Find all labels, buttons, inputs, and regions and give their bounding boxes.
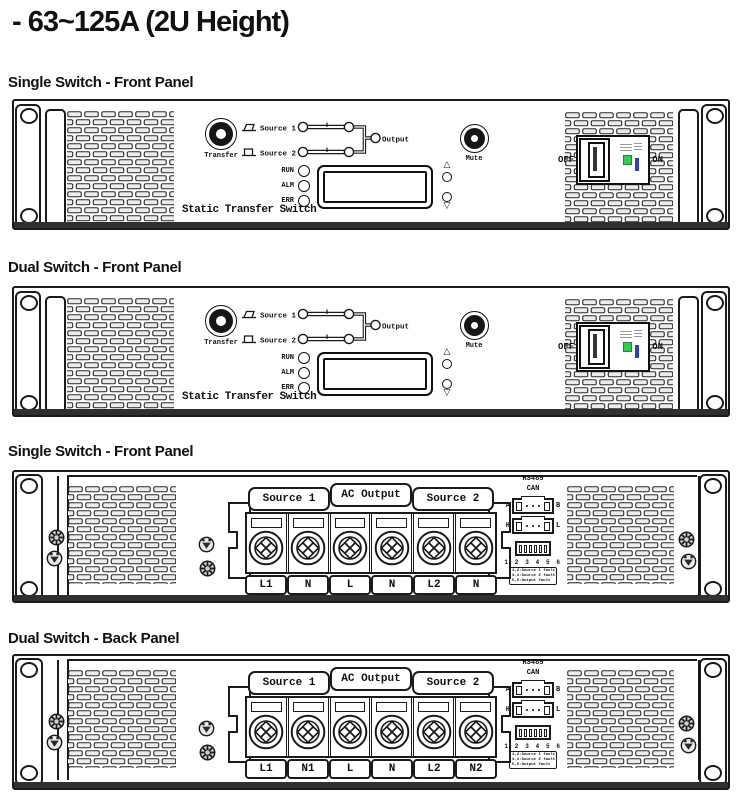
rs485-connector	[512, 498, 554, 514]
face-top-line	[67, 659, 697, 661]
down-arrow-icon: ▽	[443, 201, 451, 211]
terminal-l-label: L	[556, 522, 561, 530]
dip-legend-line: 5,6:Output fault	[512, 762, 551, 767]
source1-label: Source 1	[260, 312, 297, 321]
terminal-b-label: B	[556, 686, 561, 694]
dip-switch-pole	[534, 729, 538, 737]
breaker-blue-indicator	[635, 345, 639, 358]
panel-bottom-strip	[14, 409, 728, 415]
connector-pin	[526, 505, 529, 508]
bracket-notch	[228, 715, 238, 733]
mounting-hole	[20, 478, 38, 494]
dip-numbers: 1 2 3 4 5 6	[504, 559, 562, 566]
screw-star	[48, 713, 65, 730]
breaker-body	[576, 322, 650, 372]
dip-legend-line: 5,6:Output fault	[512, 578, 551, 583]
terminal-screw	[458, 714, 494, 750]
rack-ear-right	[699, 474, 727, 602]
alm-led	[298, 180, 310, 192]
handle-bar-right	[678, 109, 699, 226]
rack-ear-left	[15, 291, 41, 416]
terminal-l-label: L	[556, 706, 561, 714]
dip-switch-pole	[544, 729, 548, 737]
knob-ring	[205, 305, 237, 337]
terminal-clamp	[293, 518, 324, 528]
knob-ring	[460, 311, 489, 340]
on-label: ON	[652, 155, 664, 165]
terminal-screw	[458, 530, 494, 566]
down-arrow-icon: ▽	[443, 388, 451, 398]
terminal-clamp	[251, 518, 282, 528]
group-ac-output: AC Output	[330, 667, 412, 691]
dip-legend-line: 3,4:Source 2 fault	[512, 757, 556, 762]
terminal-a-label: A	[505, 686, 510, 694]
transfer-label: Transfer	[204, 339, 238, 347]
terminal-screw	[374, 530, 410, 566]
connector-end	[516, 686, 522, 695]
run-led-label: RUN	[281, 353, 294, 362]
transfer-button	[205, 305, 237, 347]
terminal-block	[245, 512, 497, 574]
terminal	[414, 698, 456, 756]
group-source1: Source 1	[248, 487, 330, 511]
can-connector	[512, 518, 554, 534]
terminal-label: L	[329, 575, 371, 595]
comm-block	[500, 474, 566, 585]
terminal	[331, 514, 373, 572]
breaker-lever	[593, 334, 597, 358]
terminal-clamp	[335, 518, 366, 528]
terminal-screw	[416, 714, 452, 750]
panel-bottom-strip	[14, 782, 728, 788]
connector-pin	[532, 525, 535, 528]
screw-security	[46, 734, 63, 751]
transfer-label: Transfer	[204, 152, 238, 160]
connector-pin	[538, 505, 541, 508]
terminal-screw	[248, 714, 284, 750]
circuit-breaker	[558, 136, 663, 184]
screw-security	[198, 720, 215, 737]
page-title: - 63~125A (2U Height)	[12, 6, 289, 38]
terminal-block	[245, 696, 497, 758]
terminal-screw	[374, 714, 410, 750]
screw-star	[48, 529, 65, 546]
terminal	[289, 698, 331, 756]
dip-legend-line: 1,2:Source 1 fault	[512, 753, 556, 757]
terminal-clamp	[376, 702, 407, 712]
on-label: ON	[652, 342, 664, 352]
can-connector	[512, 702, 554, 718]
source1-label: Source 1	[260, 125, 297, 134]
breaker-slot	[588, 329, 605, 365]
lcd-display	[317, 165, 433, 209]
breaker-body	[576, 135, 650, 185]
connector-end	[544, 706, 550, 715]
connector-pin	[526, 709, 529, 712]
comm-block	[500, 658, 566, 769]
dip-switch	[515, 725, 551, 740]
terminal-label: N	[455, 575, 497, 595]
connector-end	[516, 522, 522, 531]
dip-switch-pole	[519, 545, 523, 553]
breaker-housing	[579, 138, 610, 182]
terminal-clamp	[293, 702, 324, 712]
breaker-green-indicator	[623, 155, 632, 165]
run-led-label: RUN	[281, 166, 294, 175]
status-leds	[268, 350, 310, 395]
terminal-clamp	[460, 702, 491, 712]
mounting-hole	[20, 765, 38, 781]
group-source2: Source 2	[412, 671, 494, 695]
terminal	[331, 698, 373, 756]
nav-buttons	[438, 348, 456, 398]
dip-switch	[515, 541, 551, 556]
mute-label: Mute	[465, 155, 483, 163]
mounting-hole	[706, 295, 724, 311]
section-label-single-front: Single Switch - Front Panel	[8, 74, 194, 91]
screw-security	[680, 737, 697, 754]
connector-pin	[538, 689, 541, 692]
connector-end	[544, 522, 550, 531]
source-output-mimic-diagram	[239, 301, 414, 349]
section-label-single-back: Single Switch - Front Panel	[8, 443, 194, 460]
breaker-green-indicator	[623, 342, 632, 352]
dip-switch-pole	[529, 545, 533, 553]
can-label: CAN	[526, 669, 540, 677]
group-source1: Source 1	[248, 671, 330, 695]
group-ac-output: AC Output	[330, 483, 412, 507]
section-label-dual-back: Dual Switch - Back Panel	[8, 630, 180, 647]
section-label-dual-front: Dual Switch - Front Panel	[8, 259, 182, 276]
terminal-label: L	[329, 759, 371, 779]
panel-bottom-strip	[14, 595, 728, 601]
mounting-hole	[20, 108, 38, 124]
rs485-label: RS485	[522, 475, 544, 483]
connector-hl-row	[506, 518, 560, 534]
front-panel-single	[12, 99, 730, 230]
panel-bottom-strip	[14, 222, 728, 228]
rack-ear-right	[701, 291, 727, 416]
vent-grille-right	[567, 486, 674, 584]
source-output-mimic-diagram	[239, 114, 414, 162]
breaker-fine-print	[634, 143, 642, 152]
terminal-label: L1	[245, 575, 287, 595]
terminal-label: L2	[413, 575, 455, 595]
status-leds	[268, 163, 310, 208]
dip-legend	[509, 567, 557, 585]
connector-pin	[538, 709, 541, 712]
err-led-label: ERR	[281, 383, 294, 392]
dip-switch-pole	[524, 545, 528, 553]
dip-legend-line: 3,4:Source 2 fault	[512, 573, 556, 578]
terminal-a-label: A	[505, 502, 510, 510]
alm-led-label: ALM	[281, 368, 294, 377]
connector-pin	[532, 689, 535, 692]
screw-security	[198, 536, 215, 553]
terminal-label: N	[287, 575, 329, 595]
dip-switch-pole	[534, 545, 538, 553]
rack-ear-left	[15, 104, 41, 229]
connector-pin	[532, 709, 535, 712]
mute-label: Mute	[465, 342, 483, 350]
rack-ear-right	[701, 104, 727, 229]
terminal-label: L2	[413, 759, 455, 779]
mounting-hole	[704, 478, 722, 494]
terminal	[456, 698, 495, 756]
connector-pin	[526, 525, 529, 528]
terminal-screw	[248, 530, 284, 566]
terminal-clamp	[418, 702, 449, 712]
dip-switch-pole	[529, 729, 533, 737]
breaker-blue-indicator	[635, 158, 639, 171]
connector-end	[544, 686, 550, 695]
transfer-button	[205, 118, 237, 160]
handle-bar-left	[45, 109, 66, 226]
off-label: OFF	[558, 342, 575, 352]
rack-ear-right	[699, 658, 727, 786]
vent-grille-left	[67, 298, 174, 409]
off-label: OFF	[558, 155, 575, 165]
alm-led	[298, 367, 310, 379]
connector-pin	[526, 689, 529, 692]
handle-bar-right	[678, 296, 699, 413]
output-label: Output	[382, 136, 410, 145]
group-source2: Source 2	[412, 487, 494, 511]
dip-switch-pole	[524, 729, 528, 737]
rs485-connector	[512, 682, 554, 698]
rack-ear-left	[15, 658, 43, 786]
circuit-breaker	[558, 323, 663, 371]
output-label: Output	[382, 323, 410, 332]
mute-button	[458, 311, 490, 350]
back-panel-single	[12, 470, 730, 603]
run-led	[298, 165, 310, 177]
handle-bar-left	[45, 296, 66, 413]
can-label: CAN	[526, 485, 540, 493]
terminal-labels	[245, 575, 497, 595]
up-arrow-icon: △	[443, 347, 451, 357]
screw-security	[680, 553, 697, 570]
vent-grille-right	[567, 670, 674, 768]
dip-numbers: 1 2 3 4 5 6	[504, 743, 562, 750]
terminal-screw	[332, 714, 368, 750]
terminal	[289, 514, 331, 572]
terminal-clamp	[418, 518, 449, 528]
terminal	[247, 698, 289, 756]
mounting-hole	[20, 662, 38, 678]
mounting-hole	[704, 765, 722, 781]
connector-pin	[538, 525, 541, 528]
source2-label: Source 2	[260, 337, 297, 346]
breaker-fine-print	[620, 144, 632, 153]
up-arrow-icon: △	[443, 160, 451, 170]
terminal-screw	[332, 530, 368, 566]
mounting-hole	[20, 295, 38, 311]
connector-hl-row	[506, 702, 560, 718]
screw-security	[46, 550, 63, 567]
breaker-housing	[579, 325, 610, 369]
vent-grille-left	[68, 670, 176, 768]
lcd-screen	[323, 358, 427, 390]
front-panel-dual	[12, 286, 730, 417]
screw-star	[199, 560, 216, 577]
lcd-display	[317, 352, 433, 396]
terminal-label: L1	[245, 759, 287, 779]
mute-button	[458, 124, 490, 163]
screw-star	[678, 531, 695, 548]
connector-end	[516, 706, 522, 715]
terminal-h-label: H	[505, 522, 510, 530]
breaker-fine-print	[620, 331, 632, 340]
back-panel-dual	[12, 654, 730, 790]
terminal-screw	[290, 714, 326, 750]
connector-pin	[532, 505, 535, 508]
nav-dot	[442, 172, 452, 182]
terminal-screw	[290, 530, 326, 566]
connector-ab-row	[506, 498, 560, 514]
terminal-clamp	[460, 518, 491, 528]
terminal	[247, 514, 289, 572]
terminal-labels	[245, 759, 497, 779]
connector-end	[516, 502, 522, 511]
dip-legend-line: 1,2:Source 1 fault	[512, 569, 556, 573]
rack-ear-left	[15, 474, 43, 602]
breaker-lever	[593, 147, 597, 171]
dip-switch-pole	[539, 545, 543, 553]
device-name: Static Transfer Switch	[182, 391, 317, 403]
terminal-screw	[416, 530, 452, 566]
terminal-clamp	[251, 702, 282, 712]
mounting-hole	[706, 108, 724, 124]
terminal-label: N	[371, 759, 413, 779]
terminal-label: N1	[287, 759, 329, 779]
run-led	[298, 352, 310, 364]
source2-label: Source 2	[260, 150, 297, 159]
breaker-slot	[588, 142, 605, 178]
dip-switch-pole	[539, 729, 543, 737]
terminal-label: N2	[455, 759, 497, 779]
terminal-h-label: H	[505, 706, 510, 714]
knob-ring	[205, 118, 237, 150]
nav-dot	[442, 359, 452, 369]
vent-grille-left	[67, 111, 174, 222]
dip-switch-pole	[519, 729, 523, 737]
connector-ab-row	[506, 682, 560, 698]
dip-legend	[509, 751, 557, 769]
alm-led-label: ALM	[281, 181, 294, 190]
terminal-label: N	[371, 575, 413, 595]
terminal	[372, 698, 414, 756]
screw-star	[199, 744, 216, 761]
screw-star	[678, 715, 695, 732]
vent-grille-left	[68, 486, 176, 584]
lcd-screen	[323, 171, 427, 203]
terminal	[414, 514, 456, 572]
bracket-notch	[228, 531, 238, 549]
terminal-b-label: B	[556, 502, 561, 510]
err-led-label: ERR	[281, 196, 294, 205]
knob-ring	[460, 124, 489, 153]
terminal	[456, 514, 495, 572]
device-name: Static Transfer Switch	[182, 204, 317, 216]
terminal	[372, 514, 414, 572]
mounting-hole	[704, 662, 722, 678]
breaker-fine-print	[634, 330, 642, 339]
dip-switch-pole	[544, 545, 548, 553]
terminal-clamp	[376, 518, 407, 528]
nav-buttons	[438, 161, 456, 211]
connector-end	[544, 502, 550, 511]
terminal-clamp	[335, 702, 366, 712]
face-top-line	[67, 475, 697, 477]
rs485-label: RS485	[522, 659, 544, 667]
